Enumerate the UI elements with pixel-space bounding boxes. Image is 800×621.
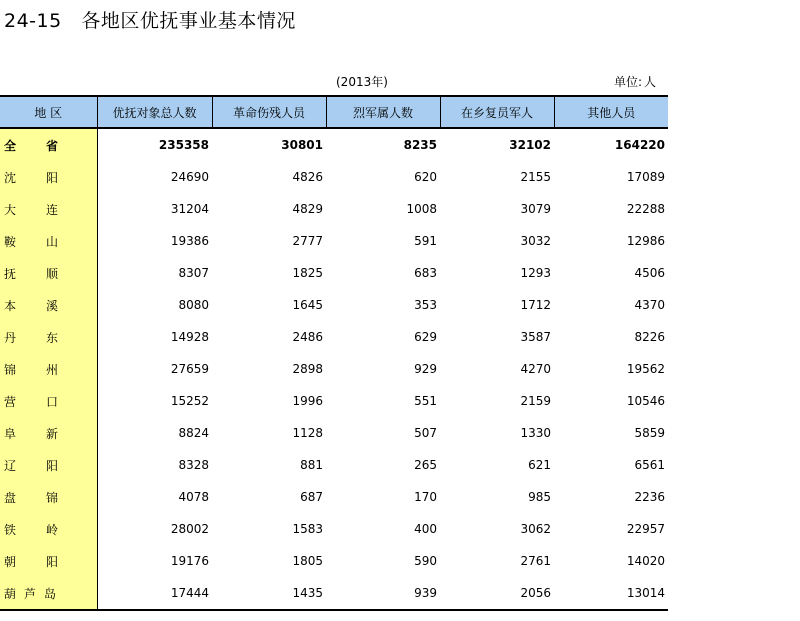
region-name: 葫芦岛	[4, 586, 65, 601]
region-name: 沈阳	[4, 170, 89, 185]
column-header-demobilized-soldiers: 在乡复员军人	[440, 96, 554, 128]
table-row-yingkou	[0, 385, 668, 417]
value-cell-martyr-families: 683	[414, 266, 437, 280]
region-cell	[0, 513, 97, 545]
value-cell-others: 6561	[634, 458, 665, 472]
table-row-province-total	[0, 128, 668, 161]
unit-label: 单位:	[614, 75, 643, 89]
value-cell-martyr-families: 265	[414, 458, 437, 472]
value-cell-disabled-veterans: 1825	[292, 266, 323, 280]
region-name: 营口	[4, 394, 89, 409]
value-cell-martyr-families: 8235	[403, 138, 437, 152]
value-cell-others: 22288	[626, 202, 665, 216]
region-cell	[0, 545, 97, 577]
region-name: 本溪	[4, 298, 89, 313]
value-cell-disabled-veterans: 2898	[292, 362, 323, 376]
value-cell-disabled-veterans: 4826	[292, 170, 323, 184]
value-cell-others: 22957	[626, 522, 665, 536]
table-row-fuxin	[0, 417, 668, 449]
value-cell-total: 8080	[178, 298, 209, 312]
value-cell-total: 17444	[97, 577, 212, 610]
value-cell-demobilized-soldiers: 32102	[509, 138, 551, 152]
region-cell	[0, 449, 97, 481]
table-row-jinzhou	[0, 353, 668, 385]
value-cell-martyr-families: 1008	[406, 202, 437, 216]
value-cell-others: 4370	[634, 298, 665, 312]
value-cell-martyr-families: 620	[414, 170, 437, 184]
table-row-dalian	[0, 193, 668, 225]
value-cell-total: 31204	[170, 202, 209, 216]
value-cell-others: 17089	[626, 170, 665, 184]
value-cell-martyr-families: 400	[414, 522, 437, 536]
region-name: 铁岭	[4, 522, 89, 537]
table-row-tieling	[0, 513, 668, 545]
value-cell-martyr-families: 629	[414, 330, 437, 344]
table-body	[0, 128, 668, 610]
table-row-dandong	[0, 321, 668, 353]
header-row	[0, 96, 668, 128]
value-cell-disabled-veterans: 881	[300, 458, 323, 472]
page-title: 24-15 各地区优抚事业基本情况	[4, 10, 296, 32]
value-cell-total: 19176	[170, 554, 209, 568]
region-cell	[0, 193, 97, 225]
value-cell-martyr-families: 929	[414, 362, 437, 376]
region-cell	[0, 577, 97, 610]
value-cell-total: 8328	[178, 458, 209, 472]
value-cell-others: 8226	[634, 330, 665, 344]
table-row-liaoyang	[0, 449, 668, 481]
value-cell-demobilized-soldiers: 1330	[520, 426, 551, 440]
year-note: (2013年)	[336, 75, 388, 89]
value-cell-demobilized-soldiers: 3032	[520, 234, 551, 248]
value-cell-total: 4078	[178, 490, 209, 504]
value-cell-others: 19562	[626, 362, 665, 376]
value-cell-disabled-veterans: 1996	[292, 394, 323, 408]
value-cell-martyr-families: 590	[414, 554, 437, 568]
region-cell	[0, 353, 97, 385]
region-name: 锦州	[4, 362, 89, 377]
region-name: 盘锦	[4, 490, 89, 505]
value-cell-martyr-families: 939	[326, 577, 440, 610]
value-cell-demobilized-soldiers: 4270	[520, 362, 551, 376]
value-cell-demobilized-soldiers: 2155	[520, 170, 551, 184]
value-cell-disabled-veterans: 2777	[292, 234, 323, 248]
region-cell	[0, 385, 97, 417]
region-name: 阜新	[4, 426, 89, 441]
value-cell-demobilized-soldiers: 1712	[520, 298, 551, 312]
value-cell-demobilized-soldiers: 2159	[520, 394, 551, 408]
region-name: 朝阳	[4, 554, 89, 569]
region-cell	[0, 321, 97, 353]
unit-value: 人	[644, 75, 657, 89]
value-cell-martyr-families: 353	[414, 298, 437, 312]
value-cell-total: 235358	[158, 138, 209, 152]
value-cell-others: 164220	[614, 138, 665, 152]
region-cell	[0, 128, 97, 161]
table-row-shenyang	[0, 161, 668, 193]
value-cell-total: 28002	[170, 522, 209, 536]
value-cell-others: 2236	[634, 490, 665, 504]
column-header-disabled-veterans: 革命伤残人员	[212, 96, 326, 128]
column-header-martyr-families: 烈军属人数	[326, 96, 440, 128]
region-name: 鞍山	[4, 234, 89, 249]
value-cell-martyr-families: 507	[414, 426, 437, 440]
data-table	[0, 95, 668, 611]
value-cell-total: 15252	[170, 394, 209, 408]
region-cell	[0, 417, 97, 449]
value-cell-others: 4506	[634, 266, 665, 280]
value-cell-demobilized-soldiers: 1293	[520, 266, 551, 280]
value-cell-others: 12986	[626, 234, 665, 248]
value-cell-demobilized-soldiers: 2056	[440, 577, 554, 610]
table-row-panjin	[0, 481, 668, 513]
value-cell-demobilized-soldiers: 3062	[520, 522, 551, 536]
value-cell-disabled-veterans: 30801	[281, 138, 323, 152]
unit-note	[612, 73, 656, 90]
value-cell-martyr-families: 551	[414, 394, 437, 408]
value-cell-disabled-veterans: 1645	[292, 298, 323, 312]
region-name: 全省	[4, 138, 89, 153]
value-cell-total: 14928	[170, 330, 209, 344]
value-cell-disabled-veterans: 4829	[292, 202, 323, 216]
table-row-huludao	[0, 577, 668, 610]
value-cell-total: 8824	[178, 426, 209, 440]
value-cell-disabled-veterans: 1435	[212, 577, 326, 610]
value-cell-total: 24690	[170, 170, 209, 184]
value-cell-demobilized-soldiers: 2761	[520, 554, 551, 568]
value-cell-martyr-families: 591	[414, 234, 437, 248]
value-cell-others: 5859	[634, 426, 665, 440]
value-cell-others: 13014	[554, 577, 668, 610]
value-cell-others: 14020	[626, 554, 665, 568]
value-cell-demobilized-soldiers: 985	[528, 490, 551, 504]
value-cell-others: 10546	[626, 394, 665, 408]
region-name: 大连	[4, 202, 89, 217]
value-cell-total: 8307	[178, 266, 209, 280]
column-header-region: 地 区	[0, 96, 97, 128]
value-cell-martyr-families: 170	[414, 490, 437, 504]
value-cell-disabled-veterans: 1128	[292, 426, 323, 440]
column-header-others: 其他人员	[554, 96, 668, 128]
region-name: 丹东	[4, 330, 89, 345]
region-cell	[0, 225, 97, 257]
region-cell	[0, 257, 97, 289]
value-cell-demobilized-soldiers: 3587	[520, 330, 551, 344]
value-cell-total: 27659	[170, 362, 209, 376]
region-name: 抚顺	[4, 266, 89, 281]
table-row-anshan	[0, 225, 668, 257]
value-cell-disabled-veterans: 687	[300, 490, 323, 504]
column-header-total: 优抚对象总人数	[97, 96, 212, 128]
table-row-benxi	[0, 289, 668, 321]
value-cell-demobilized-soldiers: 621	[528, 458, 551, 472]
value-cell-disabled-veterans: 1583	[292, 522, 323, 536]
table-row-fushun	[0, 257, 668, 289]
region-cell	[0, 289, 97, 321]
value-cell-disabled-veterans: 1805	[292, 554, 323, 568]
region-name: 辽阳	[4, 458, 89, 473]
value-cell-disabled-veterans: 2486	[292, 330, 323, 344]
region-cell	[0, 161, 97, 193]
region-cell	[0, 481, 97, 513]
table-row-chaoyang	[0, 545, 668, 577]
value-cell-demobilized-soldiers: 3079	[520, 202, 551, 216]
value-cell-total: 19386	[170, 234, 209, 248]
